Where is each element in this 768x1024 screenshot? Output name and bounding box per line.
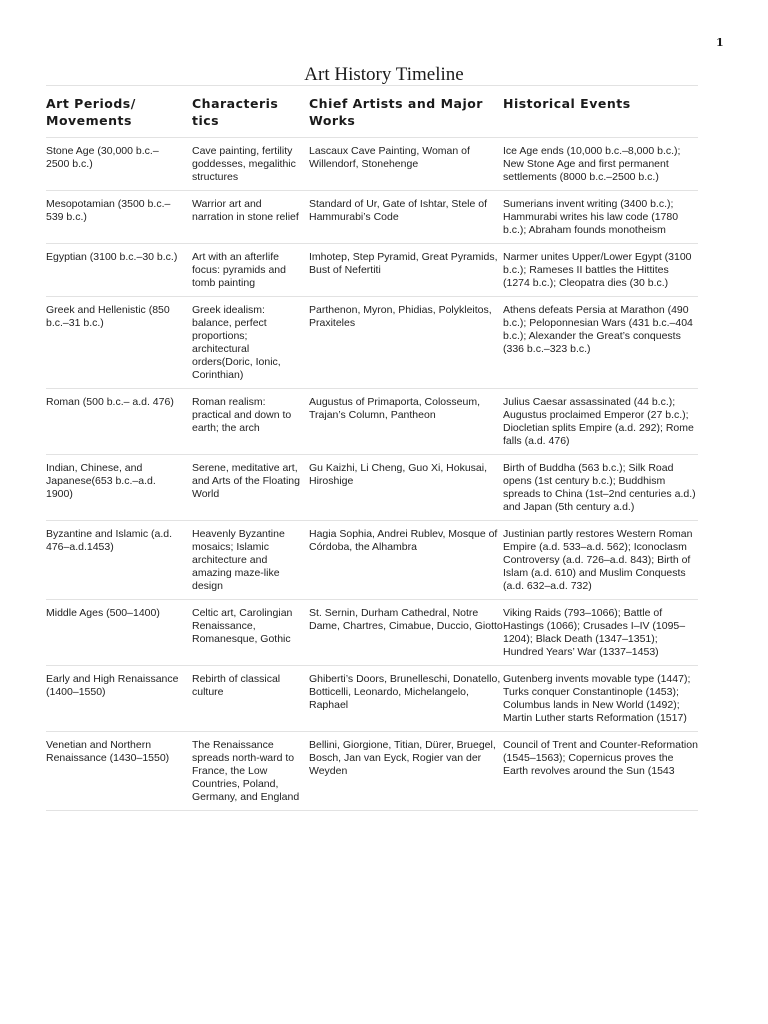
artists-cell: Lascaux Cave Painting, Woman of Willendorf, Stonehenge <box>309 145 470 170</box>
artists-cell: Ghiberti’s Doors, Brunelleschi, Donatello, Botticelli, Leonardo, Michelangelo, Raphael <box>309 673 501 711</box>
period-cell: Roman (500 b.c.– a.d. 476) <box>46 396 174 408</box>
artists-cell: Bellini, Giorgione, Titian, Dürer, Bruegel, Bosch, Jan van Eyck, Rogier van der Weyden <box>309 739 496 777</box>
characteristics-cell: Roman realism: practical and down to earth; the arch <box>192 396 292 434</box>
events-cell: Gutenberg invents movable type (1447); Turks conquer Constantinople (1453); Columbus lands in New World (1492); Martin Luther starts Reformation (1517) <box>503 673 691 724</box>
table-row <box>46 666 698 732</box>
period-cell: Venetian and Northern Renaissance (1430–1550) <box>46 739 170 764</box>
table-row <box>46 297 698 389</box>
header-chief-artists: Chief Artists and Major Works <box>309 96 483 128</box>
header-row <box>46 86 698 138</box>
table-row <box>46 191 698 244</box>
events-cell: Narmer unites Upper/Lower Egypt (3100 b.c.); Rameses II battles the Hittites (1274 b.c.); Cleopatra dies (30 b.c.) <box>503 251 692 289</box>
period-cell: Stone Age (30,000 b.c.–2500 b.c.) <box>46 145 159 170</box>
characteristics-cell: Rebirth of classical culture <box>192 673 281 698</box>
artists-cell: Parthenon, Myron, Phidias, Polykleitos, Praxiteles <box>309 304 492 329</box>
artists-cell: St. Sernin, Durham Cathedral, Notre Dame, Chartres, Cimabue, Duccio, Giotto <box>309 607 503 632</box>
table-row <box>46 521 698 600</box>
period-cell: Mesopotamian (3500 b.c.–539 b.c.) <box>46 198 171 223</box>
period-cell: Egyptian (3100 b.c.–30 b.c.) <box>46 251 178 263</box>
artists-cell: Augustus of Primaporta, Colosseum, Trajan’s Column, Pantheon <box>309 396 480 421</box>
period-cell: Byzantine and Islamic (a.d. 476–a.d.1453) <box>46 528 173 553</box>
events-cell: Ice Age ends (10,000 b.c.–8,000 b.c.); New Stone Age and first permanent settlements (8000 b.c.–2500 b.c.) <box>503 145 681 183</box>
artists-cell: Imhotep, Step Pyramid, Great Pyramids, Bust of Nefertiti <box>309 251 498 276</box>
table-row <box>46 389 698 455</box>
period-cell: Indian, Chinese, and Japanese(653 b.c.–a.d. 1900) <box>46 462 156 500</box>
table-row <box>46 244 698 297</box>
characteristics-cell: Art with an afterlife focus: pyramids and tomb painting <box>192 251 286 289</box>
table-body <box>46 138 698 811</box>
table-row <box>46 455 698 521</box>
artists-cell: Hagia Sophia, Andrei Rublev, Mosque of Córdoba, the Alhambra <box>309 528 498 553</box>
table-header <box>46 86 698 138</box>
table-row <box>46 732 698 811</box>
events-cell: Birth of Buddha (563 b.c.); Silk Road opens (1st century b.c.); Buddhism spreads to China (1st–2nd centuries a.d.) and Japan (5th century a.d.) <box>503 462 696 513</box>
events-cell: Julius Caesar assassinated (44 b.c.); Augustus proclaimed Emperor (27 b.c.); Diocletian splits Empire (a.d. 292); Rome falls (a.d. 476) <box>503 396 694 447</box>
table-row <box>46 600 698 666</box>
characteristics-cell: Serene, meditative art, and Arts of the Floating World <box>192 462 300 500</box>
characteristics-cell: Heavenly Byzantine mosaics; Islamic architecture and amazing maze-like design <box>192 528 285 592</box>
page-number: 1 <box>716 36 724 49</box>
header-art-periods: Art Periods/ Movements <box>46 96 136 128</box>
characteristics-cell: Warrior art and narration in stone relief <box>192 198 299 223</box>
characteristics-cell: Greek idealism: balance, perfect proportions; architectural orders(Doric, Ionic, Corinthian) <box>192 304 281 381</box>
period-cell: Greek and Hellenistic (850 b.c.–31 b.c.) <box>46 304 170 329</box>
characteristics-cell: The Renaissance spreads north-ward to France, the Low Countries, Poland, Germany, and England <box>192 739 300 803</box>
period-cell: Middle Ages (500–1400) <box>46 607 160 619</box>
timeline-table <box>46 85 698 811</box>
events-cell: Viking Raids (793–1066); Battle of Hastings (1066); Crusades I–IV (1095–1204); Black Death (1347–1351); Hundred Years’ War (1337–1453) <box>503 607 686 658</box>
header-historical-events: Historical Events <box>503 96 631 111</box>
events-cell: Athens defeats Persia at Marathon (490 b.c.); Peloponnesian Wars (431 b.c.–404 b.c.); Alexander the Great’s conquests (336 b.c.–323 b.c.) <box>503 304 693 355</box>
characteristics-cell: Cave painting, fertility goddesses, megalithic structures <box>192 145 296 183</box>
period-cell: Early and High Renaissance (1400–1550) <box>46 673 179 698</box>
table-row <box>46 138 698 191</box>
events-cell: Sumerians invent writing (3400 b.c.); Hammurabi writes his law code (1780 b.c.); Abraham founds monotheism <box>503 198 679 236</box>
events-cell: Justinian partly restores Western Roman Empire (a.d. 533–a.d. 562); Iconoclasm Controversy (a.d. 726–a.d. 843); Birth of Islam (a.d. 610) and Muslim Conquests (a.d. 632–a.d. 732) <box>503 528 693 592</box>
artists-cell: Gu Kaizhi, Li Cheng, Guo Xi, Hokusai, Hiroshige <box>309 462 488 487</box>
artists-cell: Standard of Ur, Gate of Ishtar, Stele of Hammurabi’s Code <box>309 198 488 223</box>
page-title: Art History Timeline <box>304 64 464 85</box>
events-cell: Council of Trent and Counter-Reformation (1545–1563); Copernicus proves the Earth revolves around the Sun (1543 <box>503 739 698 777</box>
characteristics-cell: Celtic art, Carolingian Renaissance, Romanesque, Gothic <box>192 607 293 645</box>
header-characteristics: Characteris tics <box>192 96 279 128</box>
